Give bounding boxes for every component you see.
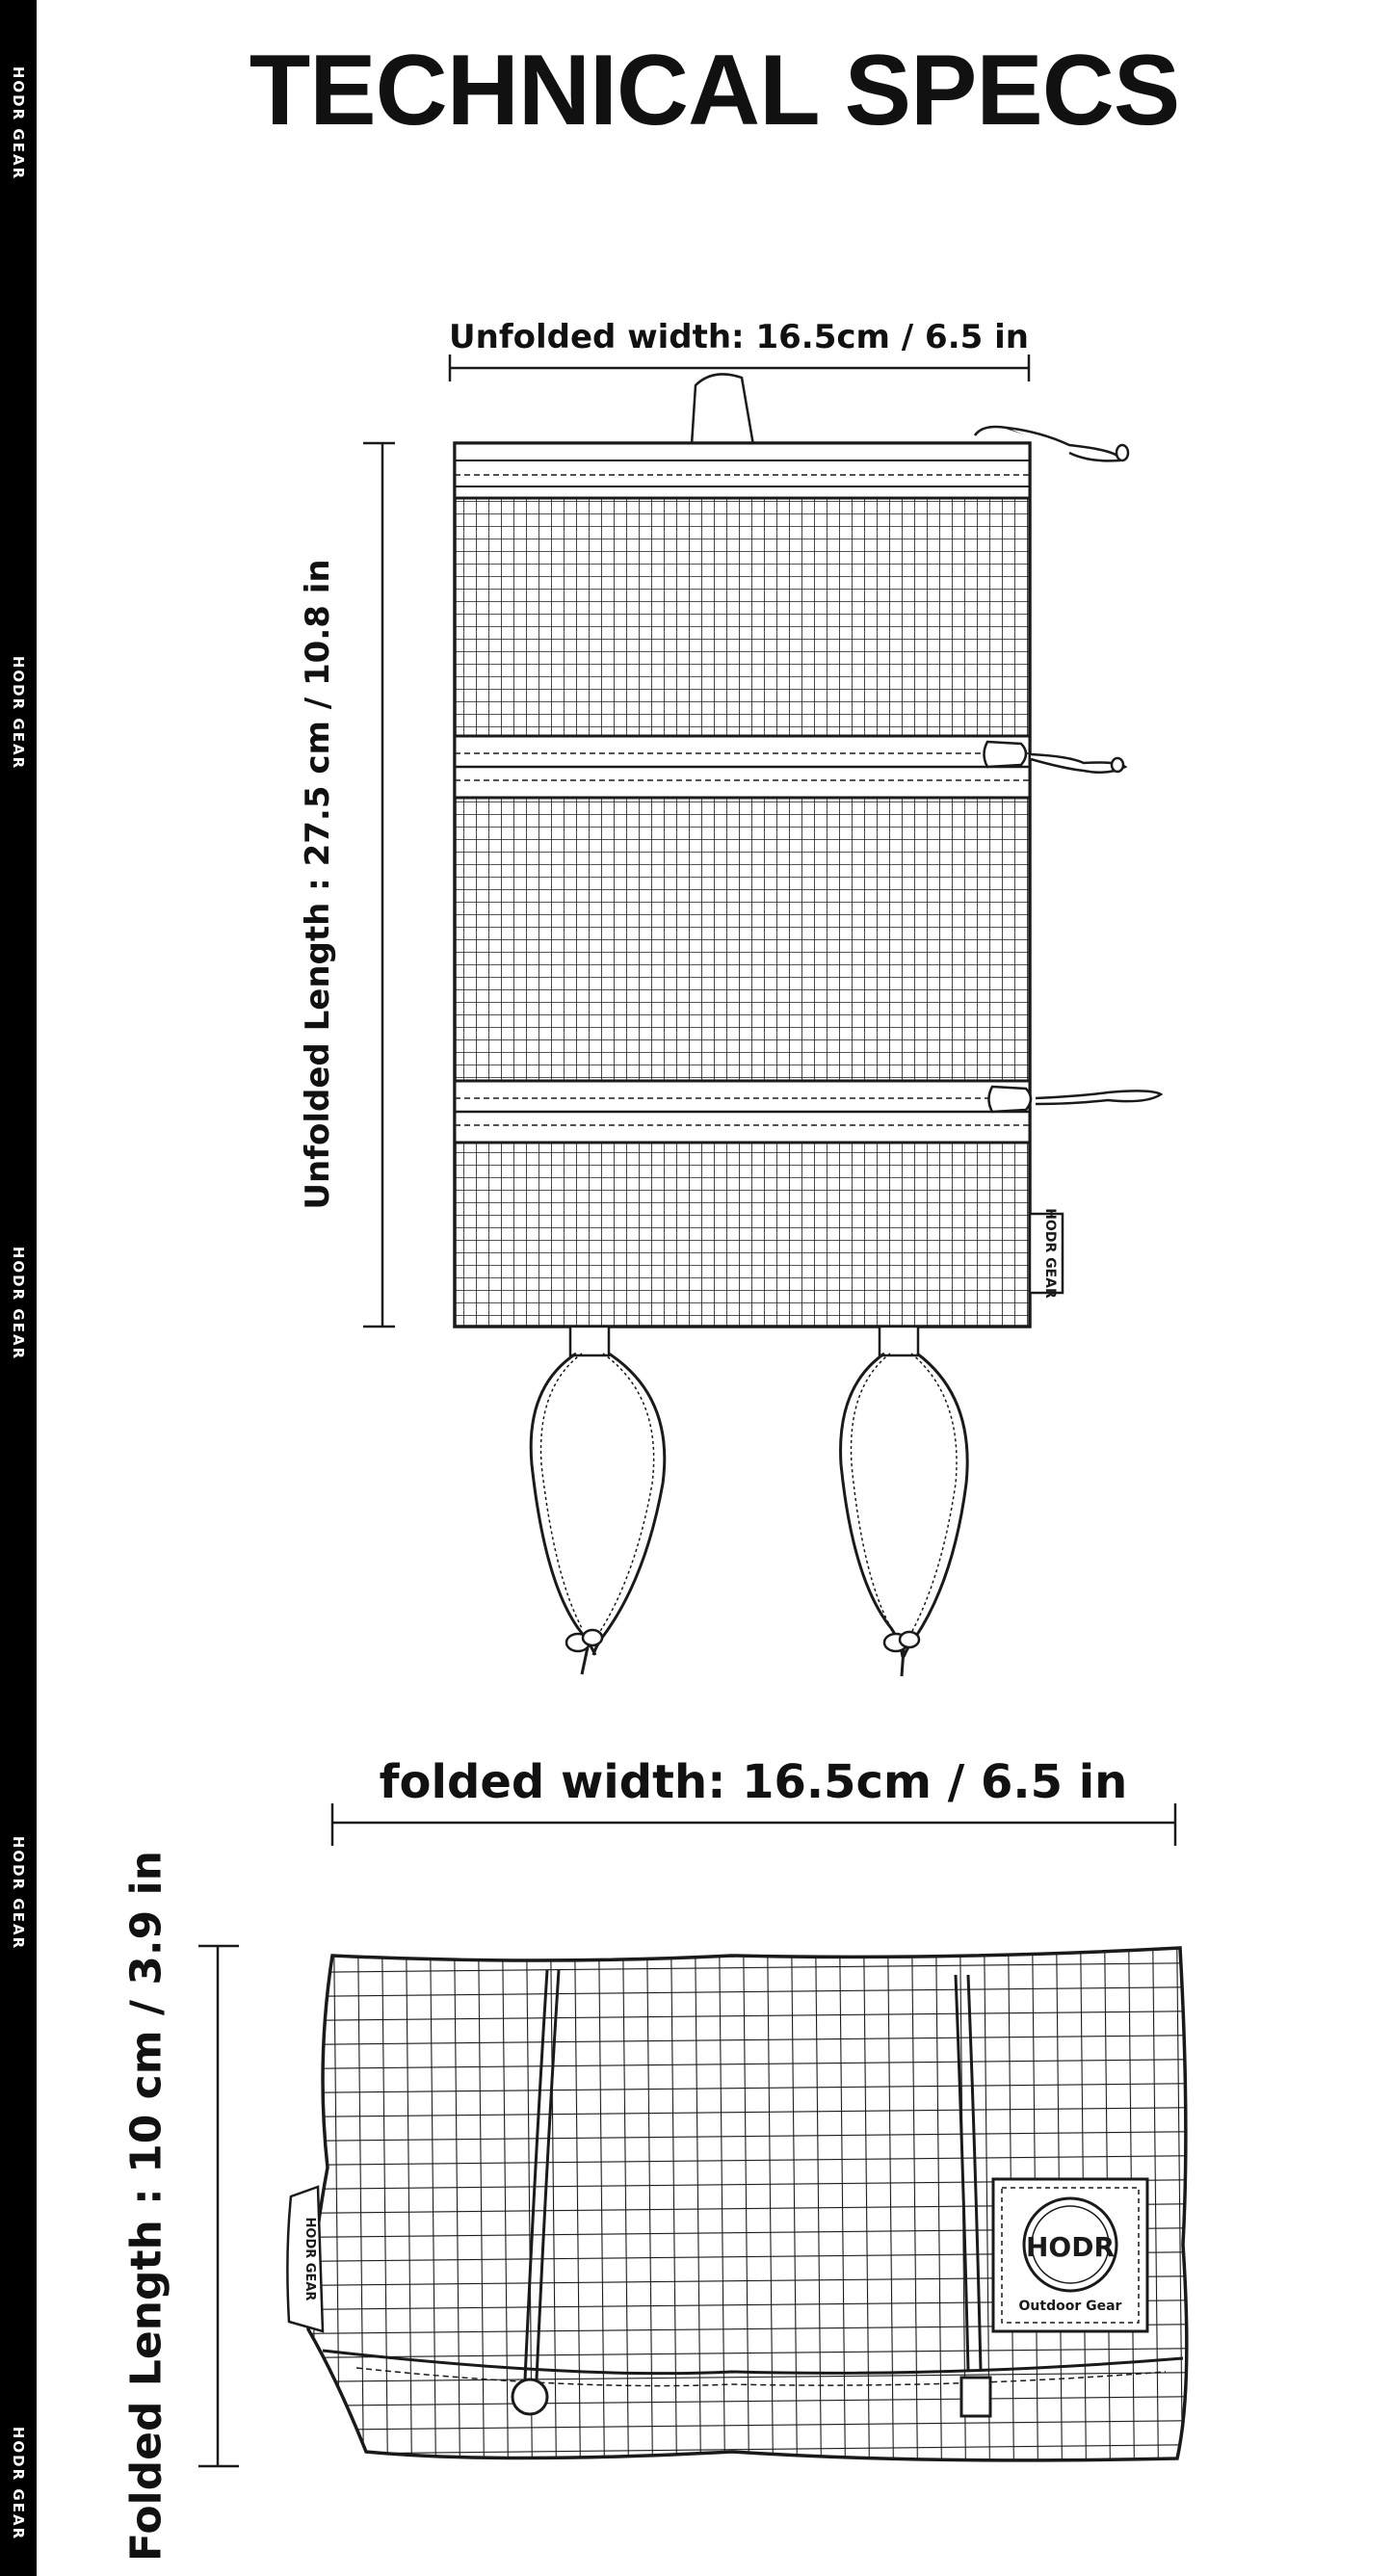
side-brand-tag [1030, 1208, 1063, 1299]
brand-strip-label: HODR GEAR [10, 655, 27, 771]
elastic-cord-loop [531, 1354, 665, 1674]
unfolded-width-label: Unfolded width: 16.5cm / 6.5 in [449, 318, 1029, 356]
folded-pouch-illustration [287, 1927, 1214, 2485]
brand-strip-label: HODR GEAR [10, 2426, 27, 2541]
cord-toggle [512, 2379, 547, 2414]
logo-badge-subtext: Outdoor Gear [1018, 2299, 1122, 2314]
folded-width-dimension-line [332, 1803, 1175, 1846]
logo-badge-text: HODR [1025, 2231, 1116, 2263]
unfolded-length-dimension-line [363, 443, 395, 1327]
hang-loop [692, 374, 753, 445]
side-tag-text: HODR GEAR [1042, 1208, 1058, 1299]
logo-badge [993, 2179, 1147, 2331]
folded-length-dimension-line [198, 1946, 239, 2466]
folded-length-label: Folded Length : 10 cm / 3.9 in [121, 1851, 171, 2562]
brand-strip-label: HODR GEAR [10, 66, 27, 181]
brand-strip-label: HODR GEAR [10, 1835, 27, 1951]
unfolded-pouch-illustration [455, 374, 1161, 1676]
zipper-pull [989, 1087, 1162, 1112]
folded-width-label: folded width: 16.5cm / 6.5 in [379, 1755, 1128, 1809]
page-title: TECHNICAL SPECS [249, 35, 1180, 146]
folded-side-tag-text: HODR GEAR [302, 2217, 317, 2301]
brand-strip-label: HODR GEAR [10, 1246, 27, 1361]
unfolded-length-label: Unfolded Length : 27.5 cm / 10.8 in [299, 559, 337, 1210]
elastic-cord-loop [841, 1354, 968, 1676]
cord-toggle [961, 2378, 990, 2416]
